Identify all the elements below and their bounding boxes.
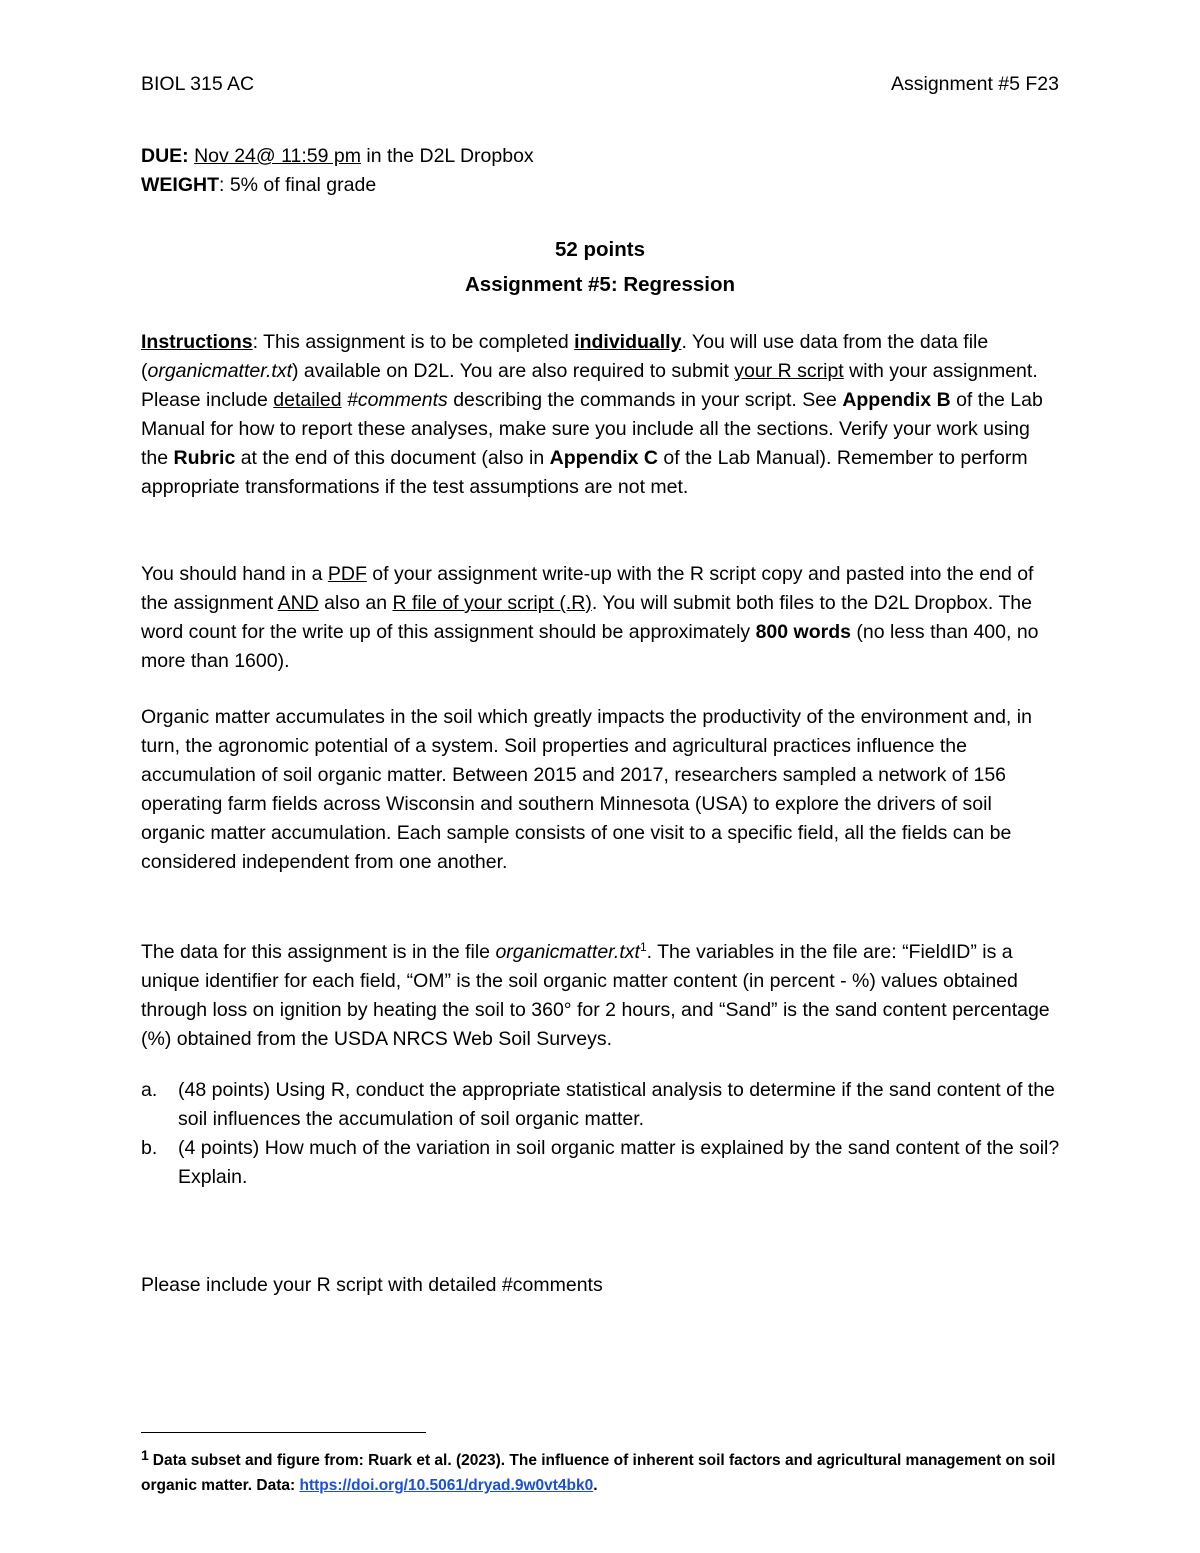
question-list	[141, 1076, 1061, 1192]
instructions-label: Instructions	[141, 331, 253, 353]
comments-text: #comments	[347, 389, 448, 411]
data-description-paragraph	[141, 933, 1061, 1054]
appendix-b-text: Appendix B	[842, 389, 951, 411]
weight-label: WEIGHT	[141, 174, 219, 196]
due-location: in the D2L Dropbox	[360, 145, 534, 167]
individually-text: individually	[574, 331, 682, 353]
doi-link[interactable]: https://doi.org/10.5061/dryad.9w0vt4bk0	[299, 1477, 594, 1494]
header-assignment-code: Assignment #5 F23	[890, 73, 1059, 95]
instructions-text-1: : This assignment is to be completed	[252, 331, 575, 353]
footnote-end: .	[593, 1477, 598, 1494]
question-item	[141, 1076, 1061, 1134]
points-total: 52 points	[555, 238, 645, 261]
instructions-text-6: describing the commands in your script. See	[447, 389, 843, 411]
handin-text-1: You should hand in a	[141, 563, 328, 585]
handin-text-5: (no less than 400, no more than 1600).	[141, 621, 1039, 672]
footnote-number: 1	[141, 1447, 149, 1463]
instructions-text-7: of the Lab Manual for how to report these analyses, make sure you include all the sections. Verify your work using the	[141, 389, 1043, 469]
question-text: (48 points) Using R, conduct the appropriate statistical analysis to determine if the sand content of the soil influences the accumulation of soil organic matter.	[178, 1079, 1055, 1130]
instructions-text-2: . You will use data from the data file (	[141, 331, 989, 382]
footnote-text: Data subset and figure from: Ruark et al. (2023). The influence of inherent soil factors and agricultural management on soil organic matter. Data:	[141, 1452, 1056, 1494]
weight-line	[141, 171, 1061, 200]
weight-value: : 5% of final grade	[219, 174, 377, 196]
due-line: DUE: Nov 24@ 11:59 pm in the D2L Dropbox	[141, 145, 534, 167]
footnote-ref: 1	[639, 940, 647, 954]
footnote	[141, 1443, 1061, 1498]
handin-text-3: also an	[318, 592, 393, 614]
handin-text-4: . You will submit both files to the D2L Dropbox. The word count for the write up of this assignment should be approximately	[141, 592, 1032, 643]
rubric-text: Rubric	[173, 447, 236, 469]
due-date: Nov 24@ 11:59 pm	[194, 145, 361, 167]
data-desc-text-2: . The variables in the file are: “FieldID” is a unique identifier for each field, “OM” is the soil organic matter content (in percent - %) values obtained through loss on ignition by heating the soil to 360° for 2 hours, and “Sand” is the sand content percentage (%) obtained from the USDA NRCS Web Soil Surveys.	[141, 941, 1050, 1050]
pdf-text: PDF	[327, 563, 367, 585]
background-paragraph: Organic matter accumulates in the soil which greatly impacts the productivity of the environment and, in turn, the agronomic potential of a system. Soil properties and agricultural practices influence the accumulation of soil organic matter. Between 2015 and 2017, researchers sampled a network of 156 operating farm fields across Wisconsin and southern Minnesota (USA) to explore the drivers of soil organic matter accumulation. Each sample consists of one visit to a specific field, all the fields can be considered independent from one another.	[141, 706, 1032, 873]
footnote-divider	[141, 1432, 426, 1433]
question-text: (4 points) How much of the variation in soil organic matter is explained by the sand content of the soil? Explain.	[178, 1137, 1060, 1188]
question-label: b.	[141, 1137, 158, 1159]
r-script-text: your R script	[734, 360, 844, 382]
instructions-text-9: of the Lab Manual). Remember to perform appropriate transformations if the test assumptions are not met.	[141, 447, 1028, 498]
data-file-name: organicmatter.txt	[147, 360, 292, 382]
r-file-text: R file of your script (.R)	[392, 592, 592, 614]
data-desc-text-1: The data for this assignment is in the file	[141, 941, 496, 963]
assignment-name: Assignment #5: Regression	[465, 273, 735, 296]
instructions-text-4: with your assignment. Please include	[141, 360, 1038, 411]
question-label: a.	[141, 1079, 158, 1101]
detailed-text: detailed	[273, 389, 342, 411]
handin-paragraph	[141, 560, 1061, 676]
closing-note: Please include your R script with detailed #comments	[141, 1274, 603, 1296]
and-text: AND	[277, 592, 319, 614]
data-desc-file-name: organicmatter.txt	[495, 941, 640, 963]
handin-text-2: of your assignment write-up with the R script copy and pasted into the end of the assignment	[141, 563, 1034, 614]
due-section	[141, 142, 1061, 200]
question-item	[141, 1134, 1061, 1192]
word-count-text: 800 words	[755, 621, 851, 643]
instructions-text-3: ) available on D2L. You are also required to submit	[292, 360, 735, 382]
appendix-c-text: Appendix C	[549, 447, 658, 469]
due-label: DUE	[141, 145, 183, 167]
assignment-title	[141, 232, 1059, 302]
instructions-text-8: at the end of this document (also in	[235, 447, 550, 469]
instructions-paragraph	[141, 328, 1061, 502]
header-course: BIOL 315 AC	[141, 73, 255, 95]
